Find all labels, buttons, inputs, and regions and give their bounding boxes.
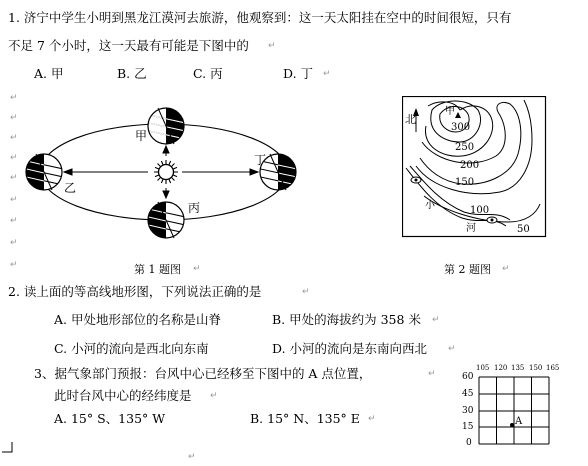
paragraph-mark: ↵: [428, 369, 436, 379]
lat-15: 15: [462, 422, 474, 432]
label-bing: 丙: [188, 201, 201, 215]
label-jia: 甲: [135, 129, 148, 143]
lat-30: 30: [462, 406, 474, 416]
paragraph-mark: ↵: [10, 195, 18, 205]
orbit-diagram: [24, 100, 300, 256]
lat-60: 60: [462, 372, 474, 382]
page-corner-mark: [0, 440, 20, 466]
paragraph-mark: ↵: [502, 264, 510, 274]
paragraph-mark: ↵: [10, 113, 18, 123]
sun-icon: [154, 160, 178, 184]
contour-50: 50: [517, 224, 530, 235]
paragraph-mark: ↵: [10, 93, 18, 103]
contour-200: 200: [460, 160, 480, 171]
q1-line1: 1. 济宁中学生小明到黑龙江漠河去旅游，他观察到：这一天太阳挂在空中的时间很短，只有: [8, 10, 512, 25]
contour-150: 150: [455, 177, 475, 188]
q2-option-d: D. 小河的流向是东南向西北: [272, 341, 428, 356]
fig1-caption: 第 1 题图: [134, 263, 181, 276]
q3-stem-2: 此时台风中心的经纬度是: [54, 388, 192, 403]
q3-stem-1: 3、据气象部门预报：台风中心已经移至下图中的 A 点位置，: [34, 366, 372, 381]
point-a-label: A: [515, 416, 523, 427]
lat-lon-grid: [478, 375, 552, 447]
q1-line2: 不足 7 个小时，这一天最有可能是下图中的: [8, 38, 249, 53]
q1-option-a: A. 甲: [34, 66, 64, 81]
lon-150: 150: [529, 364, 543, 372]
paragraph-mark: ↵: [10, 260, 18, 270]
lon-105: 105: [476, 364, 490, 372]
north-label: 北: [405, 113, 416, 126]
earth-yi: [24, 152, 68, 194]
paragraph-mark: ↵: [193, 264, 201, 274]
paragraph-mark: ↵: [10, 216, 18, 226]
paragraph-mark: ↵: [368, 414, 376, 424]
paragraph-mark: ↵: [188, 452, 196, 462]
q3-option-a: A. 15° S、135° W: [54, 411, 166, 426]
river-label-1: 小: [425, 200, 435, 211]
q1-option-d: D. 丁: [283, 66, 314, 81]
paragraph-mark: ↵: [10, 238, 18, 248]
point-a-marker: [510, 423, 514, 427]
q2-option-b: B. 甲处的海拔约为 358 米: [272, 312, 421, 327]
paragraph-mark: ↵: [323, 69, 331, 79]
paragraph-mark: ↵: [448, 344, 456, 354]
label-ding: 丁: [254, 153, 267, 167]
q3-option-b: B. 15° N、135° E: [250, 411, 360, 426]
paragraph-mark: ↵: [10, 153, 18, 163]
paragraph-mark: ↵: [10, 173, 18, 183]
label-yi: 乙: [64, 181, 77, 195]
contour-300: 300: [451, 122, 471, 133]
lat-45: 45: [462, 389, 474, 399]
paragraph-mark: ↵: [432, 315, 440, 325]
earth-jia: [144, 106, 190, 148]
q2-stem: 2. 读上面的等高线地形图，下列说法正确的是: [8, 284, 262, 299]
paragraph-mark: ↵: [302, 287, 310, 297]
point-jia-label: 甲: [445, 106, 455, 117]
contour-250: 250: [455, 142, 475, 153]
lat-0: 0: [466, 438, 472, 448]
q2-option-a: A. 甲处地形部位的名称是山脊: [54, 312, 221, 327]
q1-option-c: C. 丙: [193, 66, 223, 81]
q1-option-b: B. 乙: [117, 66, 147, 81]
q2-option-c: C. 小河的流向是西北向东南: [54, 341, 209, 356]
lon-135: 135: [511, 364, 525, 372]
fig2-caption: 第 2 题图: [444, 263, 491, 276]
earth-bing: [144, 200, 190, 242]
lon-165: 165: [546, 364, 560, 372]
paragraph-mark: ↵: [210, 391, 218, 401]
paragraph-mark: ↵: [268, 41, 276, 51]
paragraph-mark: ↵: [10, 133, 18, 143]
lon-120: 120: [494, 364, 508, 372]
contour-100: 100: [470, 205, 490, 216]
river-label-2: 河: [466, 223, 476, 234]
